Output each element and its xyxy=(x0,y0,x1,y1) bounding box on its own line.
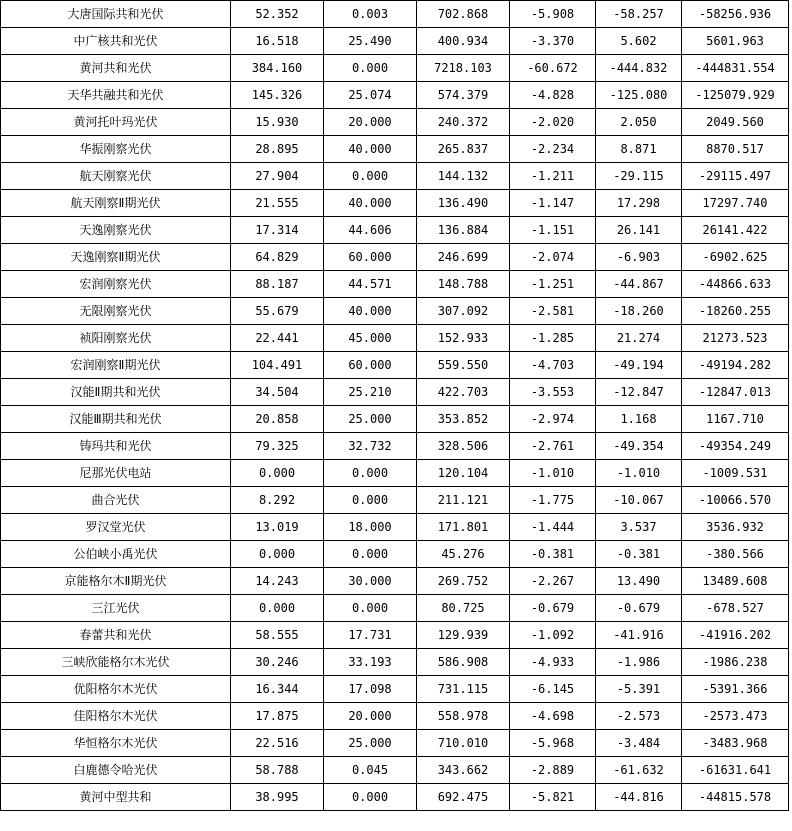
value-cell-3: 7218.103 xyxy=(417,55,510,82)
value-cell-6: -5391.366 xyxy=(682,676,789,703)
value-cell-3: 353.852 xyxy=(417,406,510,433)
value-cell-1: 58.788 xyxy=(231,757,324,784)
station-name-cell: 汉能Ⅱ期共和光伏 xyxy=(1,379,231,406)
value-cell-2: 60.000 xyxy=(324,244,417,271)
value-cell-2: 17.731 xyxy=(324,622,417,649)
value-cell-1: 16.344 xyxy=(231,676,324,703)
table-row xyxy=(1,55,789,82)
value-cell-4: -2.074 xyxy=(510,244,596,271)
value-cell-6: -380.566 xyxy=(682,541,789,568)
value-cell-2: 0.000 xyxy=(324,487,417,514)
table-row xyxy=(1,244,789,271)
value-cell-4: -4.828 xyxy=(510,82,596,109)
value-cell-2: 25.210 xyxy=(324,379,417,406)
value-cell-1: 0.000 xyxy=(231,595,324,622)
station-name-cell: 京能格尔木Ⅱ期光伏 xyxy=(1,568,231,595)
value-cell-1: 20.858 xyxy=(231,406,324,433)
value-cell-6: -1009.531 xyxy=(682,460,789,487)
table-row xyxy=(1,406,789,433)
value-cell-2: 60.000 xyxy=(324,352,417,379)
table-row xyxy=(1,541,789,568)
table-row xyxy=(1,595,789,622)
value-cell-1: 79.325 xyxy=(231,433,324,460)
table-row xyxy=(1,649,789,676)
value-cell-1: 145.326 xyxy=(231,82,324,109)
value-cell-6: 1167.710 xyxy=(682,406,789,433)
value-cell-2: 20.000 xyxy=(324,109,417,136)
station-name-cell: 航天刚察Ⅱ期光伏 xyxy=(1,190,231,217)
value-cell-2: 44.606 xyxy=(324,217,417,244)
value-cell-4: -1.444 xyxy=(510,514,596,541)
value-cell-6: 13489.608 xyxy=(682,568,789,595)
value-cell-1: 28.895 xyxy=(231,136,324,163)
table-row xyxy=(1,703,789,730)
value-cell-6: 5601.963 xyxy=(682,28,789,55)
value-cell-3: 559.550 xyxy=(417,352,510,379)
value-cell-6: -49354.249 xyxy=(682,433,789,460)
value-cell-5: -58.257 xyxy=(596,1,682,28)
table-row xyxy=(1,730,789,757)
station-name-cell: 航天刚察光伏 xyxy=(1,163,231,190)
table-row xyxy=(1,757,789,784)
value-cell-6: -6902.625 xyxy=(682,244,789,271)
value-cell-5: -49.194 xyxy=(596,352,682,379)
value-cell-2: 17.098 xyxy=(324,676,417,703)
value-cell-5: 8.871 xyxy=(596,136,682,163)
value-cell-4: -4.933 xyxy=(510,649,596,676)
value-cell-5: -1.010 xyxy=(596,460,682,487)
value-cell-5: -12.847 xyxy=(596,379,682,406)
value-cell-2: 0.000 xyxy=(324,55,417,82)
value-cell-4: -3.553 xyxy=(510,379,596,406)
table-row xyxy=(1,136,789,163)
value-cell-5: -0.381 xyxy=(596,541,682,568)
value-cell-6: -3483.968 xyxy=(682,730,789,757)
table-row xyxy=(1,28,789,55)
table-body xyxy=(1,1,789,811)
value-cell-2: 0.000 xyxy=(324,541,417,568)
value-cell-3: 702.868 xyxy=(417,1,510,28)
value-cell-3: 558.978 xyxy=(417,703,510,730)
station-name-cell: 尼那光伏电站 xyxy=(1,460,231,487)
value-cell-4: -2.974 xyxy=(510,406,596,433)
station-name-cell: 天逸刚察光伏 xyxy=(1,217,231,244)
value-cell-1: 0.000 xyxy=(231,541,324,568)
value-cell-1: 104.491 xyxy=(231,352,324,379)
value-cell-3: 269.752 xyxy=(417,568,510,595)
table-row xyxy=(1,109,789,136)
value-cell-3: 343.662 xyxy=(417,757,510,784)
value-cell-5: -44.816 xyxy=(596,784,682,811)
value-cell-5: 26.141 xyxy=(596,217,682,244)
station-name-cell: 三峡欣能格尔木光伏 xyxy=(1,649,231,676)
value-cell-1: 13.019 xyxy=(231,514,324,541)
value-cell-1: 14.243 xyxy=(231,568,324,595)
station-name-cell: 公伯峡小禹光伏 xyxy=(1,541,231,568)
value-cell-6: -1986.238 xyxy=(682,649,789,676)
value-cell-1: 38.995 xyxy=(231,784,324,811)
value-cell-6: -29115.497 xyxy=(682,163,789,190)
table-row xyxy=(1,298,789,325)
value-cell-5: -41.916 xyxy=(596,622,682,649)
value-cell-3: 129.939 xyxy=(417,622,510,649)
station-name-cell: 黄河托叶玛光伏 xyxy=(1,109,231,136)
value-cell-2: 0.003 xyxy=(324,1,417,28)
value-cell-5: -49.354 xyxy=(596,433,682,460)
value-cell-4: -60.672 xyxy=(510,55,596,82)
value-cell-6: -678.527 xyxy=(682,595,789,622)
table-row xyxy=(1,433,789,460)
station-name-cell: 铸玛共和光伏 xyxy=(1,433,231,460)
value-cell-2: 0.000 xyxy=(324,784,417,811)
value-cell-2: 0.000 xyxy=(324,595,417,622)
value-cell-2: 30.000 xyxy=(324,568,417,595)
station-name-cell: 宏润刚察Ⅱ期光伏 xyxy=(1,352,231,379)
value-cell-4: -2.889 xyxy=(510,757,596,784)
value-cell-3: 265.837 xyxy=(417,136,510,163)
value-cell-4: -2.234 xyxy=(510,136,596,163)
value-cell-6: -41916.202 xyxy=(682,622,789,649)
value-cell-6: -44866.633 xyxy=(682,271,789,298)
value-cell-4: -2.020 xyxy=(510,109,596,136)
value-cell-2: 33.193 xyxy=(324,649,417,676)
value-cell-5: -444.832 xyxy=(596,55,682,82)
value-cell-6: -2573.473 xyxy=(682,703,789,730)
value-cell-2: 18.000 xyxy=(324,514,417,541)
value-cell-1: 21.555 xyxy=(231,190,324,217)
value-cell-1: 384.160 xyxy=(231,55,324,82)
value-cell-4: -4.698 xyxy=(510,703,596,730)
value-cell-6: -58256.936 xyxy=(682,1,789,28)
value-cell-4: -5.821 xyxy=(510,784,596,811)
station-name-cell: 罗汉堂光伏 xyxy=(1,514,231,541)
value-cell-5: 21.274 xyxy=(596,325,682,352)
value-cell-2: 32.732 xyxy=(324,433,417,460)
value-cell-4: -1.211 xyxy=(510,163,596,190)
value-cell-4: -1.285 xyxy=(510,325,596,352)
value-cell-6: -125079.929 xyxy=(682,82,789,109)
value-cell-3: 400.934 xyxy=(417,28,510,55)
value-cell-6: 21273.523 xyxy=(682,325,789,352)
value-cell-5: -2.573 xyxy=(596,703,682,730)
value-cell-4: -1.092 xyxy=(510,622,596,649)
value-cell-2: 25.490 xyxy=(324,28,417,55)
value-cell-4: -3.370 xyxy=(510,28,596,55)
value-cell-4: -6.145 xyxy=(510,676,596,703)
station-name-cell: 曲合光伏 xyxy=(1,487,231,514)
table-row xyxy=(1,190,789,217)
station-name-cell: 华恒格尔木光伏 xyxy=(1,730,231,757)
value-cell-6: 26141.422 xyxy=(682,217,789,244)
value-cell-2: 40.000 xyxy=(324,298,417,325)
table-row xyxy=(1,325,789,352)
table-row xyxy=(1,163,789,190)
value-cell-3: 307.092 xyxy=(417,298,510,325)
station-name-cell: 天逸刚察Ⅱ期光伏 xyxy=(1,244,231,271)
value-cell-1: 58.555 xyxy=(231,622,324,649)
station-name-cell: 无限刚察光伏 xyxy=(1,298,231,325)
table-row xyxy=(1,487,789,514)
value-cell-2: 25.000 xyxy=(324,406,417,433)
value-cell-1: 17.314 xyxy=(231,217,324,244)
value-cell-6: 2049.560 xyxy=(682,109,789,136)
value-cell-5: -29.115 xyxy=(596,163,682,190)
value-cell-1: 30.246 xyxy=(231,649,324,676)
value-cell-2: 40.000 xyxy=(324,136,417,163)
station-name-cell: 祯阳刚察光伏 xyxy=(1,325,231,352)
value-cell-1: 15.930 xyxy=(231,109,324,136)
table-row xyxy=(1,460,789,487)
value-cell-2: 0.045 xyxy=(324,757,417,784)
station-name-cell: 宏润刚察光伏 xyxy=(1,271,231,298)
value-cell-3: 152.933 xyxy=(417,325,510,352)
station-name-cell: 优阳格尔木光伏 xyxy=(1,676,231,703)
value-cell-5: 2.050 xyxy=(596,109,682,136)
station-name-cell: 中广核共和光伏 xyxy=(1,28,231,55)
value-cell-5: -1.986 xyxy=(596,649,682,676)
station-name-cell: 华振刚察光伏 xyxy=(1,136,231,163)
value-cell-6: -10066.570 xyxy=(682,487,789,514)
table-row xyxy=(1,82,789,109)
value-cell-4: -4.703 xyxy=(510,352,596,379)
table-row xyxy=(1,352,789,379)
value-cell-2: 25.074 xyxy=(324,82,417,109)
value-cell-3: 574.379 xyxy=(417,82,510,109)
value-cell-1: 8.292 xyxy=(231,487,324,514)
value-cell-3: 710.010 xyxy=(417,730,510,757)
value-cell-6: -44815.578 xyxy=(682,784,789,811)
table-row xyxy=(1,271,789,298)
value-cell-5: 17.298 xyxy=(596,190,682,217)
value-cell-1: 34.504 xyxy=(231,379,324,406)
value-cell-4: -2.581 xyxy=(510,298,596,325)
table-row xyxy=(1,622,789,649)
value-cell-3: 692.475 xyxy=(417,784,510,811)
value-cell-5: -5.391 xyxy=(596,676,682,703)
value-cell-3: 136.490 xyxy=(417,190,510,217)
value-cell-1: 64.829 xyxy=(231,244,324,271)
value-cell-2: 44.571 xyxy=(324,271,417,298)
value-cell-3: 171.801 xyxy=(417,514,510,541)
value-cell-4: -0.679 xyxy=(510,595,596,622)
value-cell-3: 80.725 xyxy=(417,595,510,622)
value-cell-6: 17297.740 xyxy=(682,190,789,217)
station-name-cell: 天华共融共和光伏 xyxy=(1,82,231,109)
value-cell-6: 3536.932 xyxy=(682,514,789,541)
table-row xyxy=(1,379,789,406)
value-cell-3: 148.788 xyxy=(417,271,510,298)
value-cell-6: 8870.517 xyxy=(682,136,789,163)
station-name-cell: 黄河共和光伏 xyxy=(1,55,231,82)
value-cell-1: 52.352 xyxy=(231,1,324,28)
table-row xyxy=(1,1,789,28)
table-row xyxy=(1,514,789,541)
value-cell-1: 22.516 xyxy=(231,730,324,757)
station-name-cell: 汉能Ⅲ期共和光伏 xyxy=(1,406,231,433)
table-row xyxy=(1,784,789,811)
value-cell-3: 240.372 xyxy=(417,109,510,136)
value-cell-5: -0.679 xyxy=(596,595,682,622)
value-cell-4: -1.151 xyxy=(510,217,596,244)
value-cell-3: 731.115 xyxy=(417,676,510,703)
value-cell-4: -5.908 xyxy=(510,1,596,28)
value-cell-3: 246.699 xyxy=(417,244,510,271)
value-cell-3: 120.104 xyxy=(417,460,510,487)
value-cell-2: 25.000 xyxy=(324,730,417,757)
value-cell-6: -61631.641 xyxy=(682,757,789,784)
value-cell-1: 0.000 xyxy=(231,460,324,487)
value-cell-1: 88.187 xyxy=(231,271,324,298)
value-cell-3: 422.703 xyxy=(417,379,510,406)
value-cell-5: -44.867 xyxy=(596,271,682,298)
table-row xyxy=(1,568,789,595)
value-cell-6: -18260.255 xyxy=(682,298,789,325)
value-cell-4: -2.267 xyxy=(510,568,596,595)
station-name-cell: 春蕾共和光伏 xyxy=(1,622,231,649)
station-name-cell: 白鹿德令哈光伏 xyxy=(1,757,231,784)
station-name-cell: 佳阳格尔木光伏 xyxy=(1,703,231,730)
value-cell-2: 40.000 xyxy=(324,190,417,217)
value-cell-6: -12847.013 xyxy=(682,379,789,406)
value-cell-2: 45.000 xyxy=(324,325,417,352)
value-cell-3: 45.276 xyxy=(417,541,510,568)
value-cell-5: -125.080 xyxy=(596,82,682,109)
station-name-cell: 三江光伏 xyxy=(1,595,231,622)
value-cell-3: 211.121 xyxy=(417,487,510,514)
value-cell-4: -1.010 xyxy=(510,460,596,487)
value-cell-1: 22.441 xyxy=(231,325,324,352)
value-cell-2: 0.000 xyxy=(324,460,417,487)
value-cell-5: -18.260 xyxy=(596,298,682,325)
value-cell-5: 3.537 xyxy=(596,514,682,541)
value-cell-5: 5.602 xyxy=(596,28,682,55)
value-cell-4: -2.761 xyxy=(510,433,596,460)
value-cell-4: -0.381 xyxy=(510,541,596,568)
value-cell-5: -61.632 xyxy=(596,757,682,784)
value-cell-5: -6.903 xyxy=(596,244,682,271)
value-cell-1: 16.518 xyxy=(231,28,324,55)
value-cell-4: -1.147 xyxy=(510,190,596,217)
value-cell-4: -1.251 xyxy=(510,271,596,298)
table-row xyxy=(1,217,789,244)
station-name-cell: 黄河中型共和 xyxy=(1,784,231,811)
value-cell-5: -10.067 xyxy=(596,487,682,514)
value-cell-4: -1.775 xyxy=(510,487,596,514)
value-cell-5: 13.490 xyxy=(596,568,682,595)
value-cell-2: 20.000 xyxy=(324,703,417,730)
value-cell-2: 0.000 xyxy=(324,163,417,190)
value-cell-1: 17.875 xyxy=(231,703,324,730)
value-cell-3: 328.506 xyxy=(417,433,510,460)
value-cell-3: 144.132 xyxy=(417,163,510,190)
value-cell-3: 136.884 xyxy=(417,217,510,244)
value-cell-3: 586.908 xyxy=(417,649,510,676)
value-cell-5: -3.484 xyxy=(596,730,682,757)
value-cell-5: 1.168 xyxy=(596,406,682,433)
value-cell-6: -49194.282 xyxy=(682,352,789,379)
value-cell-1: 55.679 xyxy=(231,298,324,325)
value-cell-1: 27.904 xyxy=(231,163,324,190)
station-name-cell: 大唐国际共和光伏 xyxy=(1,1,231,28)
value-cell-6: -444831.554 xyxy=(682,55,789,82)
table-row xyxy=(1,676,789,703)
value-cell-4: -5.968 xyxy=(510,730,596,757)
